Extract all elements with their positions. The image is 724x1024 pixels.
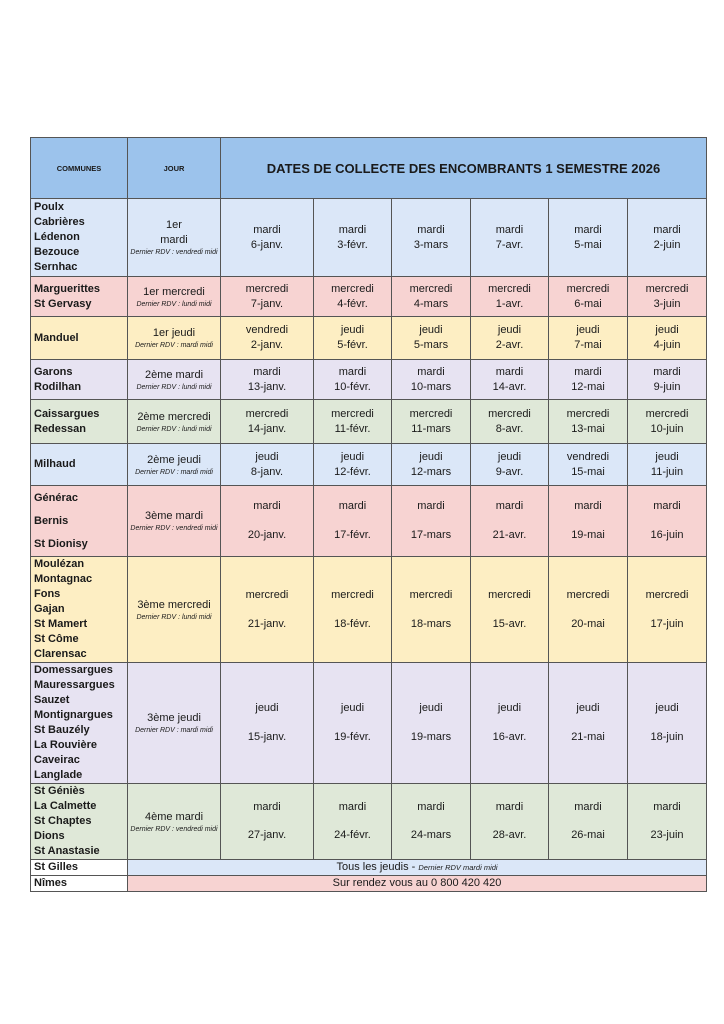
collection-date: 23-juin <box>650 829 684 841</box>
collection-date: 18-juin <box>650 731 684 743</box>
collection-date: 2-avr. <box>495 339 524 351</box>
collection-date: 2-janv. <box>250 339 284 351</box>
collection-date-cell <box>549 360 628 400</box>
jour-label: 3ème mardi <box>144 510 204 522</box>
collection-weekday: jeudi <box>497 450 522 463</box>
collection-date: 20-janv. <box>247 529 287 541</box>
collection-date: 28-avr. <box>492 829 527 841</box>
collection-date: 7-mai <box>574 339 602 351</box>
jour-cell <box>128 486 221 557</box>
collection-weekday: mardi <box>253 801 281 813</box>
jour-label: 1er mercredi <box>143 285 205 298</box>
collection-date: 21-avr. <box>492 529 527 541</box>
collection-date: 24-févr. <box>334 829 371 841</box>
collection-date-cell <box>628 317 707 360</box>
dernier-rdv-note: Dernier RDV : mardi midi <box>135 468 213 476</box>
collection-weekday: mardi <box>253 365 281 378</box>
collection-date: 12-mai <box>571 380 605 393</box>
jour-label: 1er <box>166 219 182 231</box>
jour-label: 3ème jeudi <box>147 712 201 724</box>
collection-date-cell <box>549 663 628 784</box>
collection-date: 24-mars <box>410 829 452 841</box>
st-gilles-note: Dernier RDV mardi midi <box>418 863 498 872</box>
collection-date-cell <box>549 486 628 557</box>
collection-weekday: mercredi <box>488 282 531 295</box>
collection-date: 9-juin <box>653 380 681 393</box>
commune-name: Cabrières <box>34 216 85 228</box>
collection-date-cell <box>221 317 314 360</box>
collection-date: 10-juin <box>650 422 684 435</box>
jour-cell <box>128 400 221 444</box>
commune-name: St Gervasy <box>34 297 92 310</box>
collection-date-cell <box>549 444 628 486</box>
dernier-rdv-note: Dernier RDV : lundi midi <box>136 425 212 433</box>
commune-name: Montignargues <box>34 709 113 721</box>
collection-weekday: jeudi <box>497 702 522 714</box>
collection-weekday: jeudi <box>655 324 679 336</box>
commune-name: Caveirac <box>34 754 80 766</box>
collection-date-cell <box>314 784 392 860</box>
collection-date-cell <box>392 400 471 444</box>
collection-date-cell <box>549 317 628 360</box>
communes-cell <box>31 784 128 860</box>
collection-date-cell <box>314 199 392 277</box>
collection-date: 17-juin <box>650 617 684 630</box>
communes-cell <box>31 199 128 277</box>
commune-name: Clarensac <box>34 648 87 660</box>
collection-weekday: mardi <box>338 500 367 512</box>
collection-date-cell <box>628 557 707 663</box>
collection-date-cell <box>392 360 471 400</box>
collection-date-cell <box>471 400 549 444</box>
collection-date: 8-avr. <box>495 422 524 435</box>
collection-date-cell <box>392 663 471 784</box>
communes-header: COMMUNES <box>31 138 128 199</box>
collection-date: 6-janv. <box>250 238 284 251</box>
collection-date: 3-juin <box>653 297 681 310</box>
collection-date-cell <box>628 444 707 486</box>
collection-date: 7-avr. <box>495 238 524 251</box>
collection-weekday: mardi <box>338 223 367 236</box>
collection-date: 7-janv. <box>250 297 284 310</box>
collection-date-cell <box>221 360 314 400</box>
collection-date: 26-mai <box>571 829 605 841</box>
collection-weekday: mardi <box>574 365 602 378</box>
collection-date-cell <box>221 444 314 486</box>
collection-date-cell <box>221 784 314 860</box>
collection-date-cell <box>392 557 471 663</box>
collection-date-cell <box>314 400 392 444</box>
nimes-info: Sur rendez vous au 0 800 420 420 <box>128 876 707 892</box>
collection-weekday: mardi <box>417 223 445 236</box>
collection-weekday: jeudi <box>255 702 279 714</box>
collection-date: 5-mars <box>413 339 449 351</box>
commune-name: La Rouvière <box>34 739 97 751</box>
commune-name: St Dionisy <box>34 537 88 550</box>
collection-date: 14-avr. <box>492 380 527 393</box>
dernier-rdv-note: Dernier RDV : vendredi midi <box>130 525 218 532</box>
schedule-row <box>31 444 707 486</box>
communes-cell <box>31 277 128 317</box>
collection-date: 13-janv. <box>247 380 287 393</box>
jour-label: 2ème mercredi <box>137 410 211 423</box>
collection-date-cell <box>392 317 471 360</box>
collection-date: 10-mars <box>410 380 452 393</box>
collection-weekday: mercredi <box>245 407 289 420</box>
schedule-row <box>31 486 707 557</box>
collection-date: 11-mars <box>411 422 451 435</box>
communes-cell <box>31 486 128 557</box>
collection-weekday: jeudi <box>340 702 365 714</box>
collection-date: 3-févr. <box>337 238 368 251</box>
commune-name: Bernis <box>34 514 69 527</box>
collection-date: 15-mai <box>571 465 605 478</box>
commune-name: Rodilhan <box>34 380 82 393</box>
collection-weekday: jeudi <box>576 702 600 714</box>
communes-cell <box>31 557 128 663</box>
collection-weekday: mercredi <box>245 282 289 295</box>
nimes-row <box>31 876 707 892</box>
collection-weekday: mardi <box>253 223 281 236</box>
collection-weekday: jeudi <box>497 324 522 336</box>
jour-header: JOUR <box>128 138 221 199</box>
collection-date: 11-juin <box>650 465 684 478</box>
jour-cell <box>128 317 221 360</box>
collection-date: 14-janv. <box>247 422 287 435</box>
jour-cell <box>128 360 221 400</box>
schedule-row <box>31 277 707 317</box>
collection-weekday: jeudi <box>655 450 679 463</box>
collection-date: 17-mars <box>410 529 452 541</box>
communes-cell <box>31 663 128 784</box>
commune-name: La Calmette <box>34 800 97 812</box>
commune-name: Langlade <box>34 769 83 781</box>
collection-date-cell <box>221 486 314 557</box>
collection-date: 12-févr. <box>334 465 371 478</box>
collection-weekday: mardi <box>338 801 367 813</box>
communes-cell <box>31 317 128 360</box>
collection-weekday: jeudi <box>419 324 443 336</box>
collection-date: 2-juin <box>653 238 681 251</box>
collection-date-cell <box>392 444 471 486</box>
commune-name: Gajan <box>34 603 65 615</box>
collection-weekday: mercredi <box>331 282 374 295</box>
communes-cell: St Gilles <box>31 860 128 876</box>
st-gilles-info <box>128 860 707 876</box>
jour-label: 3ème mercredi <box>137 598 211 611</box>
collection-weekday: mercredi <box>409 407 453 420</box>
commune-name: Mauressargues <box>34 679 115 691</box>
collection-date: 16-avr. <box>492 731 527 743</box>
commune-name: St Anastasie <box>34 845 100 857</box>
collection-weekday: mardi <box>338 365 367 378</box>
collection-date: 17-févr. <box>334 529 371 541</box>
jour-cell <box>128 784 221 860</box>
collection-weekday: mardi <box>417 365 445 378</box>
jour-label: 2ème jeudi <box>147 453 201 466</box>
collection-weekday: mercredi <box>645 282 689 295</box>
collection-weekday: mardi <box>495 801 524 813</box>
collection-date: 5-févr. <box>337 339 368 351</box>
collection-date-cell <box>221 663 314 784</box>
collection-date-cell <box>549 557 628 663</box>
collection-date: 21-janv. <box>247 617 287 630</box>
collection-date-cell <box>392 486 471 557</box>
collection-weekday: mardi <box>574 223 602 236</box>
collection-weekday: jeudi <box>576 324 600 336</box>
collection-date: 21-mai <box>571 731 605 743</box>
collection-date: 19-mars <box>410 731 452 743</box>
collection-date: 20-mai <box>571 617 605 630</box>
jour-cell <box>128 444 221 486</box>
collection-weekday: mardi <box>417 801 445 813</box>
collection-weekday: mardi <box>574 500 602 512</box>
collection-date-cell <box>549 784 628 860</box>
commune-name: Domessargues <box>34 664 113 676</box>
commune-name: Sauzet <box>34 694 70 706</box>
st-gilles-text: Tous les jeudis - <box>336 861 419 873</box>
commune-name: Poulx <box>34 201 64 213</box>
schedule-row <box>31 317 707 360</box>
collection-date: 6-mai <box>574 297 602 310</box>
collection-weekday: mercredi <box>409 282 453 295</box>
schedule-row <box>31 784 707 860</box>
schedule-row <box>31 663 707 784</box>
collection-date-cell <box>221 557 314 663</box>
page-title: DATES DE COLLECTE DES ENCOMBRANTS 1 SEMESTRE 2026 <box>221 138 707 199</box>
collection-date-cell <box>392 277 471 317</box>
collection-weekday: mardi <box>253 500 281 512</box>
collection-weekday: jeudi <box>419 450 443 463</box>
collection-date: 4-févr. <box>337 297 368 310</box>
commune-name: Sernhac <box>34 261 78 273</box>
collection-weekday: mercredi <box>331 588 374 601</box>
collection-weekday: mercredi <box>645 588 689 601</box>
collection-date-cell <box>628 277 707 317</box>
collection-date-cell <box>471 784 549 860</box>
collection-date-cell <box>471 360 549 400</box>
collection-weekday: jeudi <box>255 450 279 463</box>
collection-date-cell <box>314 486 392 557</box>
jour-cell <box>128 663 221 784</box>
dernier-rdv-note: Dernier RDV : vendredi midi <box>130 249 218 256</box>
collection-date-cell <box>628 360 707 400</box>
collection-weekday: mercredi <box>245 588 289 601</box>
collection-date-cell <box>471 663 549 784</box>
collection-weekday: jeudi <box>340 324 365 336</box>
collection-date: 19-mai <box>571 529 605 541</box>
collection-weekday: mercredi <box>331 407 374 420</box>
collection-date: 4-mars <box>413 297 449 310</box>
collection-weekday: mercredi <box>645 407 689 420</box>
collection-schedule <box>30 137 706 892</box>
collection-date-cell <box>471 557 549 663</box>
jour-cell <box>128 557 221 663</box>
commune-name: St Mamert <box>34 618 88 630</box>
collection-date: 15-avr. <box>492 617 527 630</box>
collection-weekday: mercredi <box>566 407 610 420</box>
collection-date-cell <box>314 360 392 400</box>
communes-cell <box>31 400 128 444</box>
commune-name: Fons <box>34 588 61 600</box>
collection-date-cell <box>221 277 314 317</box>
commune-name: Redessan <box>34 422 86 435</box>
collection-weekday: mardi <box>495 500 524 512</box>
jour-cell <box>128 199 221 277</box>
jour-label: 1er jeudi <box>152 327 196 339</box>
collection-date-cell <box>628 400 707 444</box>
collection-weekday: mardi <box>653 223 681 236</box>
dernier-rdv-note: Dernier RDV : lundi midi <box>136 383 212 391</box>
commune-name: Milhaud <box>34 458 76 470</box>
collection-date-cell <box>549 400 628 444</box>
schedule-row <box>31 360 707 400</box>
collection-date: 8-janv. <box>250 465 284 478</box>
collection-weekday: mardi <box>574 801 602 813</box>
collection-date-cell <box>628 486 707 557</box>
commune-name: St Bauzély <box>34 724 90 736</box>
collection-date-cell <box>628 784 707 860</box>
commune-name: Garons <box>34 365 73 378</box>
commune-name: Bezouce <box>34 246 80 258</box>
commune-name: St Côme <box>34 633 79 645</box>
commune-name: Caissargues <box>34 407 100 420</box>
schedule-table <box>30 137 707 892</box>
collection-date: 19-févr. <box>334 731 371 743</box>
collection-date-cell <box>221 199 314 277</box>
collection-weekday: vendredi <box>245 324 289 336</box>
collection-date-cell <box>628 663 707 784</box>
commune-name: Générac <box>34 491 79 504</box>
dernier-rdv-note: Dernier RDV : mardi midi <box>135 342 213 349</box>
commune-name: St Géniès <box>34 785 85 797</box>
collection-weekday: mardi <box>417 500 445 512</box>
collection-date: 1-avr. <box>495 297 524 310</box>
dernier-rdv-note: Dernier RDV : lundi midi <box>136 300 212 308</box>
collection-weekday: jeudi <box>655 702 679 714</box>
collection-date: 15-janv. <box>247 731 287 743</box>
communes-cell <box>31 444 128 486</box>
commune-name: Lédenon <box>34 231 80 243</box>
collection-date-cell <box>549 199 628 277</box>
collection-date: 5-mai <box>574 238 602 251</box>
collection-weekday: mardi <box>495 365 524 378</box>
collection-date: 18-févr. <box>334 617 371 630</box>
collection-weekday: jeudi <box>340 450 365 463</box>
collection-date-cell <box>392 199 471 277</box>
collection-date-cell <box>471 277 549 317</box>
collection-weekday: jeudi <box>419 702 443 714</box>
collection-weekday: mardi <box>653 500 681 512</box>
jour-label: mardi <box>160 234 188 246</box>
commune-name: Manduel <box>34 331 79 344</box>
collection-weekday: vendredi <box>566 450 610 463</box>
collection-date-cell <box>628 199 707 277</box>
collection-date: 16-juin <box>650 529 684 541</box>
communes-cell: Nîmes <box>31 876 128 892</box>
collection-date-cell <box>314 557 392 663</box>
st-gilles-row <box>31 860 707 876</box>
schedule-row <box>31 199 707 277</box>
collection-weekday: mercredi <box>409 588 453 601</box>
jour-cell <box>128 277 221 317</box>
commune-name: Dions <box>34 830 65 842</box>
collection-date: 18-mars <box>410 617 452 630</box>
collection-date-cell <box>471 199 549 277</box>
collection-date-cell <box>314 277 392 317</box>
collection-weekday: mardi <box>653 801 681 813</box>
collection-weekday: mercredi <box>488 588 531 601</box>
collection-date: 10-févr. <box>334 380 371 393</box>
collection-date-cell <box>471 317 549 360</box>
collection-date: 13-mai <box>571 422 605 435</box>
dernier-rdv-note: Dernier RDV : mardi midi <box>135 727 213 734</box>
communes-cell <box>31 360 128 400</box>
collection-date: 11-févr. <box>334 422 371 435</box>
collection-weekday: mercredi <box>566 282 610 295</box>
collection-weekday: mercredi <box>488 407 531 420</box>
collection-date-cell <box>471 444 549 486</box>
collection-date-cell <box>471 486 549 557</box>
collection-date-cell <box>549 277 628 317</box>
commune-name: St Chaptes <box>34 815 92 827</box>
collection-date-cell <box>314 444 392 486</box>
schedule-row <box>31 557 707 663</box>
collection-date: 4-juin <box>653 339 681 351</box>
collection-date-cell <box>392 784 471 860</box>
collection-date-cell <box>221 400 314 444</box>
commune-name: Moulézan <box>34 558 85 570</box>
collection-date: 3-mars <box>413 238 449 251</box>
header-row <box>31 138 707 199</box>
collection-date-cell <box>314 317 392 360</box>
collection-weekday: mercredi <box>566 588 610 601</box>
jour-label: 2ème mardi <box>144 368 204 381</box>
collection-date-cell <box>314 663 392 784</box>
collection-weekday: mardi <box>495 223 524 236</box>
jour-label: 4ème mardi <box>144 810 204 823</box>
schedule-row <box>31 400 707 444</box>
collection-date: 12-mars <box>410 465 452 478</box>
commune-name: Montagnac <box>34 573 93 585</box>
commune-name: Marguerittes <box>34 282 101 295</box>
dernier-rdv-note: Dernier RDV : vendredi midi <box>130 825 218 833</box>
collection-weekday: mardi <box>653 365 681 378</box>
collection-date: 9-avr. <box>495 465 524 478</box>
dernier-rdv-note: Dernier RDV : lundi midi <box>136 613 212 621</box>
collection-date: 27-janv. <box>247 829 287 841</box>
